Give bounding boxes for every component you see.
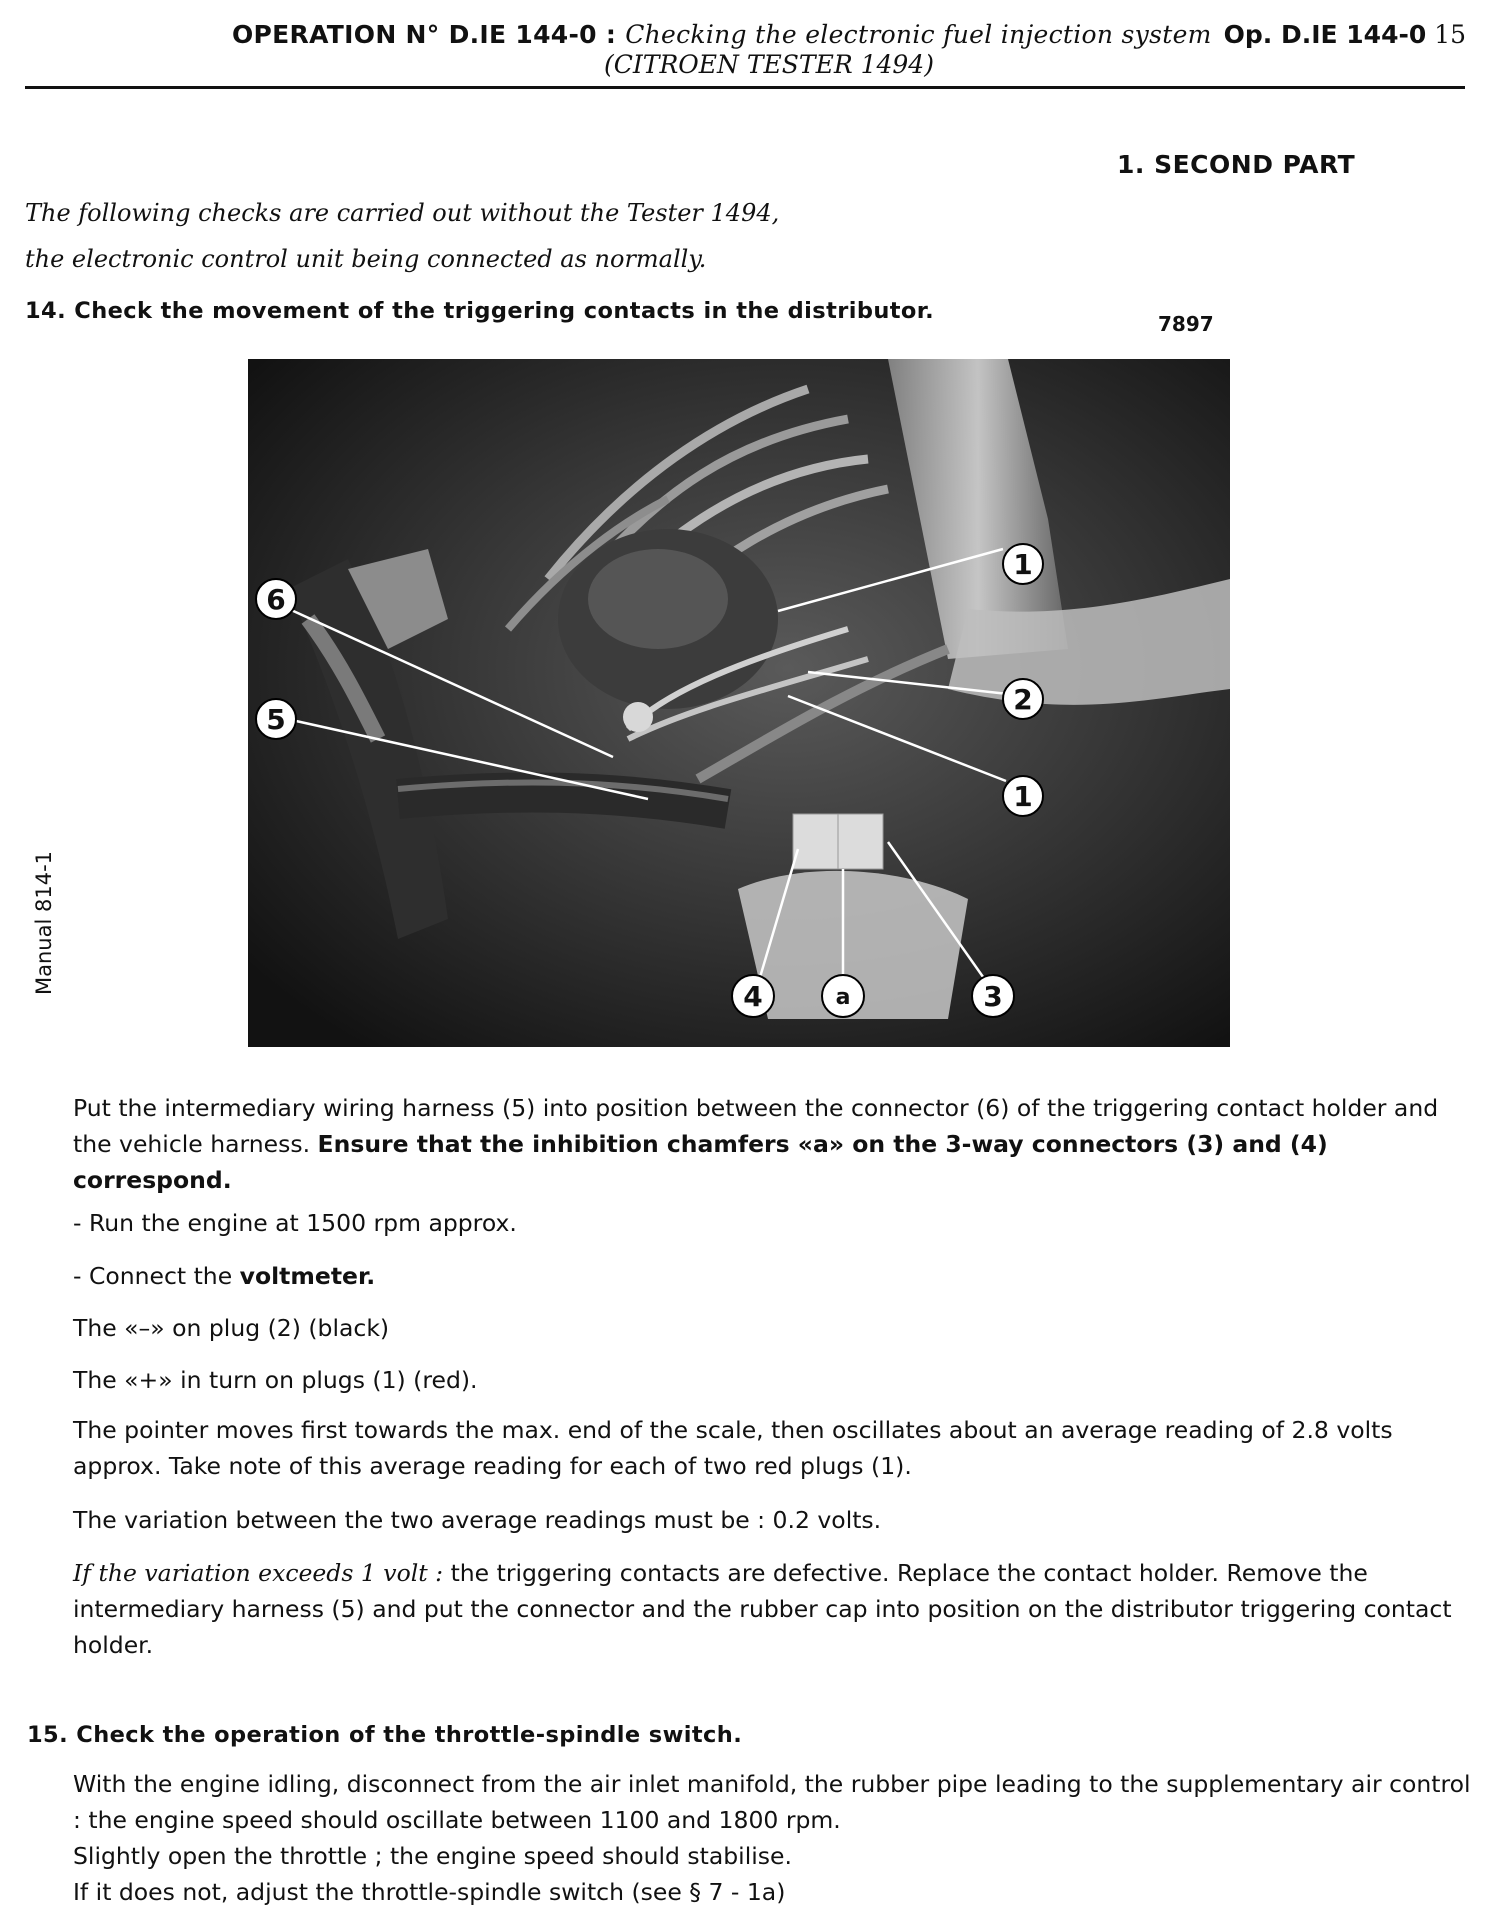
exceeds-paragraph [73,1555,1483,1663]
step-15-line-1: With the engine idling, disconnect from the air inlet manifold, the rubber pipe leading to the supplementary air control : the engine speed should oscillate between 1100 and 1800 rpm. [73,1770,1471,1834]
callout-2 [1003,679,1043,719]
callout-1-bottom [1003,776,1043,816]
step-15-paragraph [73,1766,1483,1910]
side-label: Manual 814-1 [32,850,56,995]
step-15-line-2: Slightly open the throttle ; the engine speed should stabilise. [73,1842,792,1870]
svg-text:2: 2 [1013,683,1033,716]
svg-text:6: 6 [266,583,286,616]
operation-title: Checking the electronic fuel injection system [625,20,1212,49]
callout-6 [256,579,296,619]
part-title: 1. SECOND PART [1117,150,1356,179]
intro-line-1: The following checks are carried out without the Tester 1494, [25,199,780,227]
page-number: 15 [1434,20,1466,49]
operation-label: OPERATION N° D.IE 144-0 : [232,20,617,49]
harness-instruction: Put the intermediary wiring harness (5) into position between the connector (6) of the triggering contact holder and the vehicle harness. [73,1094,1439,1158]
minus-plug-line: The «–» on plug (2) (black) [73,1314,390,1342]
intro-text [25,190,779,282]
variation-paragraph: The variation between the two average readings must be : 0.2 volts. [73,1506,882,1534]
svg-text:1: 1 [1013,780,1033,813]
pointer-paragraph: The pointer moves first towards the max. end of the scale, then oscillates about an average reading of 2.8 volts approx. Take note of this average reading for each of two red plugs (1). [73,1416,1393,1480]
operation-subtitle: (CITROEN TESTER 1494) [604,50,934,79]
exceeds-action: the triggering contacts are defective. Replace the contact holder. Remove the intermediary harness (5) and put the connector and the rubber cap into position on the distributor triggering contact holder. [73,1559,1452,1659]
step-15-line-3: If it does not, adjust the throttle-spindle switch (see § 7 - 1a) [73,1878,786,1906]
figure-number: 7897 [1158,312,1214,336]
exceeds-condition: If the variation exceeds 1 volt : [73,1559,444,1587]
step-15-heading: 15. Check the operation of the throttle-spindle switch. [27,1722,743,1748]
plus-plug-line: The «+» in turn on plugs (1) (red). [73,1366,478,1394]
operation-header [232,20,1212,49]
chamfer-note: Ensure that the inhibition chamfers «a» on the 3-way connectors (3) and (4) correspond. [73,1130,1328,1194]
voltmeter-label: voltmeter. [239,1262,376,1290]
svg-text:1: 1 [1013,548,1033,581]
svg-text:a: a [835,985,851,1010]
callout-1-top [1003,544,1043,584]
step-14-heading: 14. Check the movement of the triggering contacts in the distributor. [25,298,935,324]
intro-line-2: the electronic control unit being connected as normally. [25,245,707,273]
callout-4 [732,975,774,1017]
engine-photo [248,359,1230,1047]
svg-text:4: 4 [743,980,763,1013]
callout-a [822,975,864,1017]
connect-voltmeter-line [73,1258,1483,1294]
page-reference [1224,20,1466,49]
callout-5 [256,699,296,739]
callout-3 [972,975,1014,1017]
step-14-para-1 [73,1090,1483,1198]
connect-prefix: - Connect the [73,1262,233,1290]
header-rule [25,86,1465,89]
op-ref: Op. D.IE 144-0 [1223,20,1427,49]
svg-text:3: 3 [983,980,1003,1013]
svg-text:5: 5 [266,703,286,736]
run-engine-line: - Run the engine at 1500 rpm approx. [73,1209,517,1237]
